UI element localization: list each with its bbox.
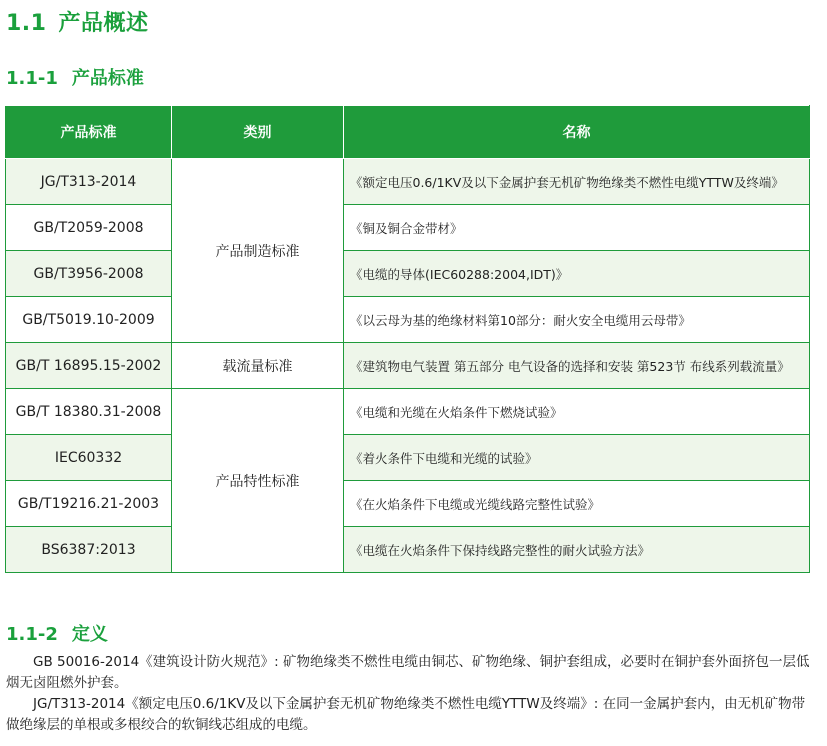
subsection-number: 1.1-1 — [6, 68, 58, 89]
standard-name: 《建筑物电气装置 第五部分 电气设备的选择和安装 第523节 布线系列载流量》 — [344, 343, 810, 389]
subsection-heading-product-standards — [6, 64, 144, 90]
standard-name: 《电缆的导体(IEC60288:2004,IDT)》 — [344, 251, 810, 297]
table-row — [6, 251, 810, 297]
table-row — [6, 159, 810, 205]
table-row — [6, 205, 810, 251]
standards-table — [5, 105, 810, 573]
table-row — [6, 389, 810, 435]
table-row — [6, 527, 810, 573]
category-cell: 载流量标准 — [172, 343, 344, 389]
standard-code: GB/T 18380.31-2008 — [6, 389, 172, 435]
header-category: 类别 — [172, 106, 344, 159]
standard-code: GB/T2059-2008 — [6, 205, 172, 251]
header-standard: 产品标准 — [6, 106, 172, 159]
standard-code: JG/T313-2014 — [6, 159, 172, 205]
definitions-body — [6, 652, 812, 736]
definition-paragraph: JG/T313-2014《额定电压0.6/1KV及以下金属护套无机矿物绝缘类不燃性电缆YTTW及终端》: 在同一金属护套内，由无机矿物带做绝缘层的单根或多根绞合的软铜线芯组成的电缆。 — [6, 696, 806, 733]
table-row — [6, 481, 810, 527]
standard-code: BS6387:2013 — [6, 527, 172, 573]
table-header-row — [6, 106, 810, 159]
definition-paragraph: GB 50016-2014《建筑设计防火规范》: 矿物绝缘类不燃性电缆由铜芯、矿物绝缘、铜护套组成，必要时在铜护套外面挤包一层低烟无卤阻燃外护套。 — [6, 654, 810, 691]
table-row — [6, 297, 810, 343]
header-name: 名称 — [344, 106, 810, 159]
standard-code: GB/T 16895.15-2002 — [6, 343, 172, 389]
subsection-number: 1.1-2 — [6, 624, 58, 645]
standard-name: 《额定电压0.6/1KV及以下金属护套无机矿物绝缘类不燃性电缆YTTW及终端》 — [344, 159, 810, 205]
standard-name: 《以云母为基的绝缘材料第10部分：耐火安全电缆用云母带》 — [344, 297, 810, 343]
standard-code: GB/T5019.10-2009 — [6, 297, 172, 343]
category-cell: 产品特性标准 — [172, 389, 344, 573]
subsection-title: 定义 — [71, 624, 108, 645]
category-cell: 产品制造标准 — [172, 159, 344, 343]
standard-code: GB/T3956-2008 — [6, 251, 172, 297]
section-heading-1-1 — [6, 6, 149, 37]
subsection-heading-definitions — [6, 620, 108, 646]
standard-code: IEC60332 — [6, 435, 172, 481]
section-number: 1.1 — [6, 11, 47, 36]
standard-name: 《在火焰条件下电缆或光缆线路完整性试验》 — [344, 481, 810, 527]
standard-code: GB/T19216.21-2003 — [6, 481, 172, 527]
standard-name: 《着火条件下电缆和光缆的试验》 — [344, 435, 810, 481]
table-row — [6, 343, 810, 389]
standard-name: 《铜及铜合金带材》 — [344, 205, 810, 251]
standard-name: 《电缆在火焰条件下保持线路完整性的耐火试验方法》 — [344, 527, 810, 573]
standard-name: 《电缆和光缆在火焰条件下燃烧试验》 — [344, 389, 810, 435]
table-row — [6, 435, 810, 481]
section-title: 产品概述 — [58, 11, 149, 36]
subsection-title: 产品标准 — [71, 68, 144, 89]
